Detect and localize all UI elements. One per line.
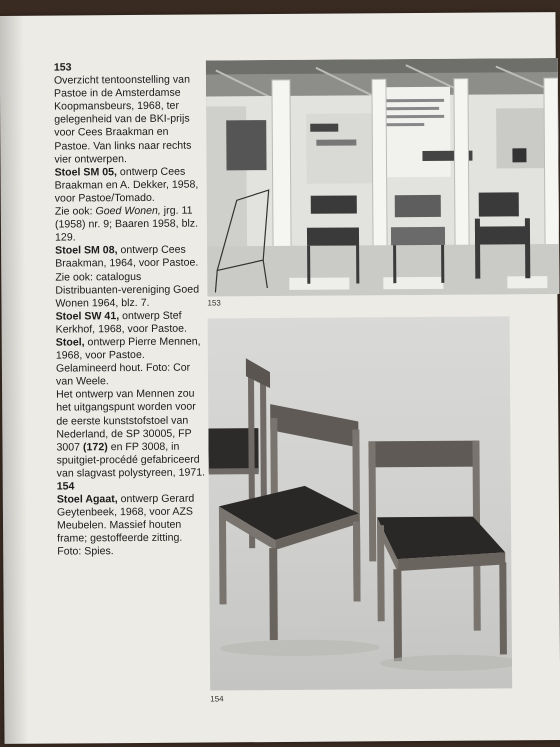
caption-text-run: Stoel SW 41, [55, 309, 120, 323]
caption-text-run: ontwerp Gerard Geytenbeek, 1968, voor AZS Meubelen. Massief houten frame; gestoffeerde zitting. Foto: Spies. [56, 492, 195, 559]
caption-text-run: ontwerp Stef Kerkhof, 1968, voor Pastoe. [55, 309, 188, 336]
caption-text-run: ontwerp Pierre Mennen, 1968, voor Pastoe. Gelamineerd hout. Foto: Cor van Weele. [55, 335, 201, 388]
caption-text-run: Stoel Agaat, [56, 493, 118, 506]
caption-paragraph [56, 309, 208, 336]
caption-text-run: ontwerp Cees Braakman, 1964, voor Pastoe. [55, 243, 199, 270]
caption-text-run: (172) [82, 440, 108, 454]
caption-text-run: Stoel SM 08, [55, 244, 118, 257]
caption-paragraph [55, 244, 207, 271]
caption-paragraph [57, 480, 209, 494]
caption-text-run: Stoel SM 05, [54, 165, 118, 179]
caption-text-run: Stoel, [55, 336, 85, 349]
figure-label-153: 153 [207, 298, 221, 308]
caption-text-column [54, 61, 209, 560]
caption-paragraph [55, 205, 207, 245]
caption-text-run: Goed Wonen, [95, 204, 161, 218]
caption-text-run: jrg. 11 (1958) nr. 9; Baaren 1958, blz. 129. [54, 204, 199, 244]
caption-paragraph [56, 335, 208, 388]
page-gutter-shadow [0, 16, 29, 744]
caption-text-run: en FP 3008, in spuitgiet-procédé gefabriceerd van slagvast polystyreen, 1971. [56, 440, 206, 480]
caption-paragraph [55, 270, 207, 310]
caption-text-run: Zie ook: catalogus Distribuanten-vereniging Goed Wonen 1964, blz. 7. [55, 270, 200, 310]
caption-text-run: Overzicht tentoonstelling van Pastoe in de Amsterdamse Koopmansbeurs, 1968, ter gelegenheid van de BKI-prijs voor Cees Braakman en Pastoe. Van links naar rechts vier ontwerpen. [53, 73, 192, 166]
caption-paragraph [55, 165, 207, 205]
caption-paragraph [56, 388, 209, 481]
caption-text-run: 154 [56, 480, 75, 493]
agaat-chairs-photo [208, 316, 513, 690]
caption-text-run: 153 [53, 61, 72, 74]
exhibition-photo [206, 58, 560, 296]
caption-paragraph [57, 493, 209, 560]
caption-text-run: Zie ook: [54, 205, 96, 218]
photo-153-exhibition [206, 58, 560, 296]
figure-label-154: 154 [210, 694, 224, 704]
caption-paragraph [54, 61, 206, 75]
caption-text-run: Het ontwerp van Mennen zou het uitgangspunt worden voor de eerste kunststofstoel van Nederland, de SP 30005, FP 3007 [56, 387, 196, 454]
caption-text-run: ontwerp Cees Braakman en A. Dekker, 1958, voor Pastoe/Tomado. [54, 165, 199, 205]
book-page [0, 12, 560, 744]
caption-paragraph [54, 74, 207, 167]
photo-154-agaat-chairs [208, 316, 513, 690]
